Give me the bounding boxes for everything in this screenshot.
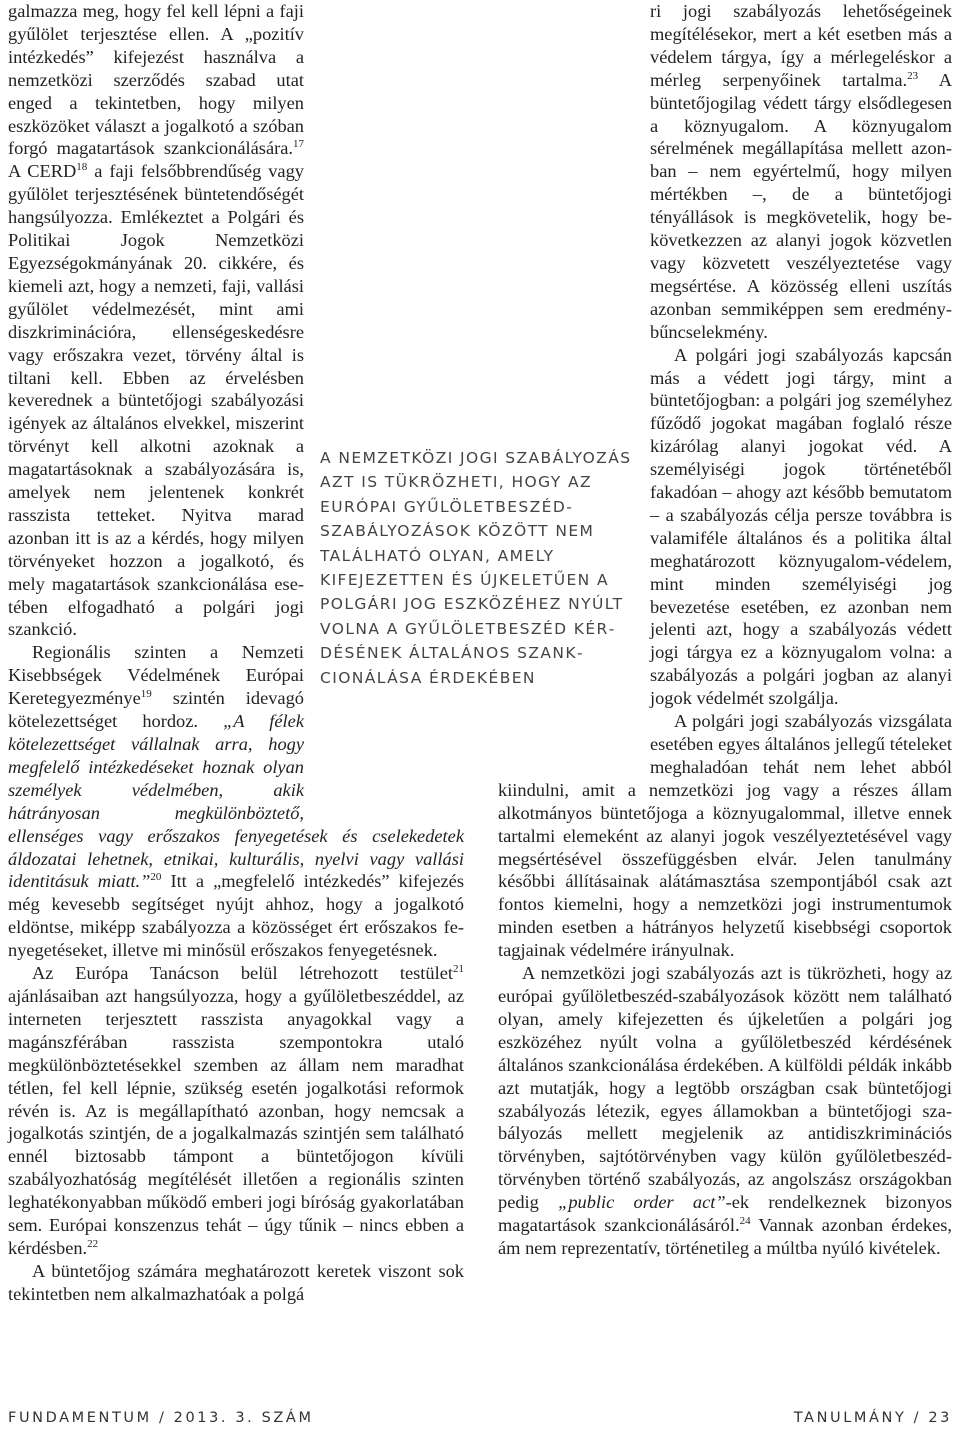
- footer-page-number: TANULMÁNY / 23: [793, 1410, 952, 1426]
- footnote-ref[interactable]: 23: [907, 69, 919, 82]
- paragraph-text: A büntetőjogilag védett tárgy elsődlegesen a köznyugalom. A köznyugalom sérelmének megállapítása mellett azonban – nem egyértelmű, hogy milyen mértékben –, de a büntetőjogi tényállások is megkövetelik, hogy bekövetkezzen az alanyi jogok közvetlen vagy közvetett veszélyeztetése vagy megsértése. A közösség elleni uszítás azonban semmiképpen sem eredménybűncselekmény.: [650, 69, 952, 342]
- emphasis-text: „public order act”: [558, 1192, 726, 1213]
- paragraph-text: Regionális szinten a Nemzeti Kisebbségek Védelmének Európai Keretegyezménye: [8, 642, 304, 709]
- footnote-ref[interactable]: 19: [140, 688, 152, 701]
- paragraph-text: ajánlásaiban azt hangsúlyozza, hogy a gyűlöletbeszéddel, az interneten terjesztett rasszista anyagokkal vagy a magánszférában rasszista szempontokra utaló megkülönböztetésekkel szemben az állam nem maradhat tétlen, fel kell lépnie, szükség esetén jogalkotási reformok révén is. Az is megállapítható azonban, hogy nemcsak a jogalkotás szintjén, de a jogalkalmazás szintjén sem található ennél biztosabb támpont a büntetőjogon kívüli szabályozhatóság megítélését illetően a regionális szinten leghatékonyabban működő emberi jogi bíróság gyakorlatában sem. Európai konszenzus tehát – úgy tűnik – nincs ebben a kérdésben.: [8, 985, 464, 1258]
- footnote-ref[interactable]: 22: [87, 1237, 99, 1250]
- paragraph-text: -ek rendelkeznek bizonyos magatartások szankcionálásáról.: [498, 1192, 952, 1236]
- paragraph-text: A polgári jogi szabályozás vizsgálata esetében egyes általános jellegű tételeket meghaladóan tehát nem lehet abból kiindulni, amit a nemzetközi jog vagy a részes állam alkotmányos büntetőjoga a köznyugalommal, illetve ennek tartalmi elemeként az alanyi jogok veszélyeztetésével vagy megsértésével összefüggésben elvár. Jelen tanulmány későbbi állításainak alátámasztása szempontjából csak azt fontos kiemelni, hogy a nemzetközi jogi instrumentumok minden esetben a hátrányos helyzetű kisebbségi csoportok tagjainak védelmére irányulnak.: [498, 711, 952, 961]
- paragraph: [8, 962, 464, 1260]
- paragraph-text: Vannak azonban érdekes, ám nem reprezentatív, történetileg a múltba nyúló kivételek.: [498, 1215, 952, 1258]
- footnote-ref[interactable]: 17: [293, 138, 304, 151]
- paragraph-text: a faji felsőbbrendűség vagy gyűlölet terjesztésének büntetendőségét hangsúlyozza. Emlékeztet a Polgári és Politikai Jogok Nemzetközi Egyezségokmányának 20. cikkére, és kiemeli azt, hogy a nemzeti, faji, vallási gyűlölet védelmezését, mint ami diszkriminációra, ellenségeskedésre vagy erőszakra vezet, törvény által is tiltani kell. Ebben az érvelésben keverednek a büntetőjogi szabályozási igények az általános elvekkel, miszerint törvényt kell alkotni azoknak a magatartásoknak a szabályozására is, amelyek nem jelentenek konkrét rasszista tetteket. Nyitva marad azonban itt is az a kérdés, hogy milyen törvényeket hozzon a jogalkotó, és mely magatartások szankcionálása esetében elfogadható a polgári jogi szankció.: [8, 161, 304, 640]
- footer-journal: FUNDAMENTUM / 2013. 3. SZÁM: [8, 1410, 314, 1426]
- footnote-ref[interactable]: 18: [76, 161, 88, 174]
- paragraph-text: A polgári jogi szabályozás kapcsán más a védett jogi tárgy, mint a büntetőjogban: a polgári jog személyhez fűződő jogokat magában foglaló része kizárólag alanyi jogokat véd. A személyiségi jogok történetéből fakadóan – ahogy azt később bemutatom – a szabályozás célja persze továbbra is valamiféle általános és a politika által meghatározott köznyugalom-védelem, mint minden személyiségi jog bevezetése esetében, ez azonban nem jelenti azt, hogy a szabályozás védett jogi tárgya ez a köznyugalom volna: a szabályozás a polgári jogban az alanyi jogok védelmét szolgálja.: [650, 344, 952, 709]
- paragraph-text: ri jogi szabályozás lehetőségeinek megítélésekor, mert a két esetben más a védelem tárgya, így a mérlegeléskor a mérleg serpenyőinek tartalma.: [650, 1, 952, 90]
- paragraph-text: Itt a „megfelelő intézkedés” kifejezés még kevesebb segítséget nyújt ahhoz, hogy a jogalkotó eldöntse, miképp szabályozza a közösséget ért erőszakos fenyegetéseket, illetve mi minősül erőszakos fenyegetésnek.: [8, 871, 464, 961]
- paragraph-text: Az Európa Tanácson belül létrehozott testület: [32, 963, 453, 984]
- footnote-ref[interactable]: 24: [739, 1215, 751, 1228]
- footnote-ref[interactable]: 20: [150, 871, 162, 884]
- paragraph: [498, 962, 952, 1260]
- paragraph-text: A nemzetközi jogi szabályozás azt is tükrözheti, hogy az európai gyűlöletbeszéd-szabályozások között nem található olyan, amely kifejezetten és újkeletűen a polgári jog eszközéhez nyúlt volna a gyűlöletbeszéd kérdésének általános szankcionálása érdekében. A külföldi példák inkább azt mutatják, hogy a legtöbb országban csak büntetőjogi szabályozás létezik, egyes államokban a büntetőjogi szabályozás mellett megjelenik az antidiszkriminációs törvényben, sajtótörvényben vagy külön gyűlöletbeszéd-törvényben történő szabályozás, az angolszász országokban pedig: [498, 963, 952, 1213]
- paragraph: [498, 0, 952, 344]
- paragraph-text: galmazza meg, hogy fel kell lépni a faji gyűlölet terjesztése ellen. A „pozitív intézkedés” kifejezést használva a nemzetközi szerződés szabad utat enged a tekintetben, hogy milyen eszközöket választ a jogalkotó a szóban forgó magatartások szankcionálására.: [8, 1, 304, 159]
- paragraph: [8, 1260, 464, 1306]
- footnote-ref[interactable]: 21: [453, 963, 464, 976]
- quotation: „A félek kötelezettséget vállalnak arra, hogy megfelelő intézkedéseket hoznak olyan személyek védelmében, akik hátrányosan megkülönböztető, ellenséges vagy erőszakos fenyegetések és cselekedetek áldozatai lehetnek, etnikai, kulturális, nyelvi vagy vallási identitásuk miatt.”: [8, 711, 464, 892]
- paragraph-text: szintén idevagó kötelezettséget hordoz.: [8, 688, 304, 732]
- pull-quote: A NEMZETKÖZI JOGI SZABÁLYOZÁS AZT IS TÜKRÖZHETI, HOGY AZ EURÓPAI GYŰLÖLETBESZÉD-SZABÁLYOZÁSOK KÖZÖTT NEM TALÁLHATÓ OLYAN, AMELY KIFEJEZETTEN ÉS ÚJKELETŰEN A POLGÁRI JOG ESZKÖZÉHEZ NYÚLT VOLNA A GYŰLÖLETBESZÉD KÉRDÉSÉNEK ÁLTALÁNOS SZANKCIONÁLÁSA ÉRDEKÉBEN: [320, 446, 640, 690]
- paragraph-text: A büntetőjog számára meghatározott keretek viszont sok tekintetben nem alkalmazhatóak a polgá: [8, 1260, 464, 1304]
- paragraph-text: A CERD: [8, 161, 77, 182]
